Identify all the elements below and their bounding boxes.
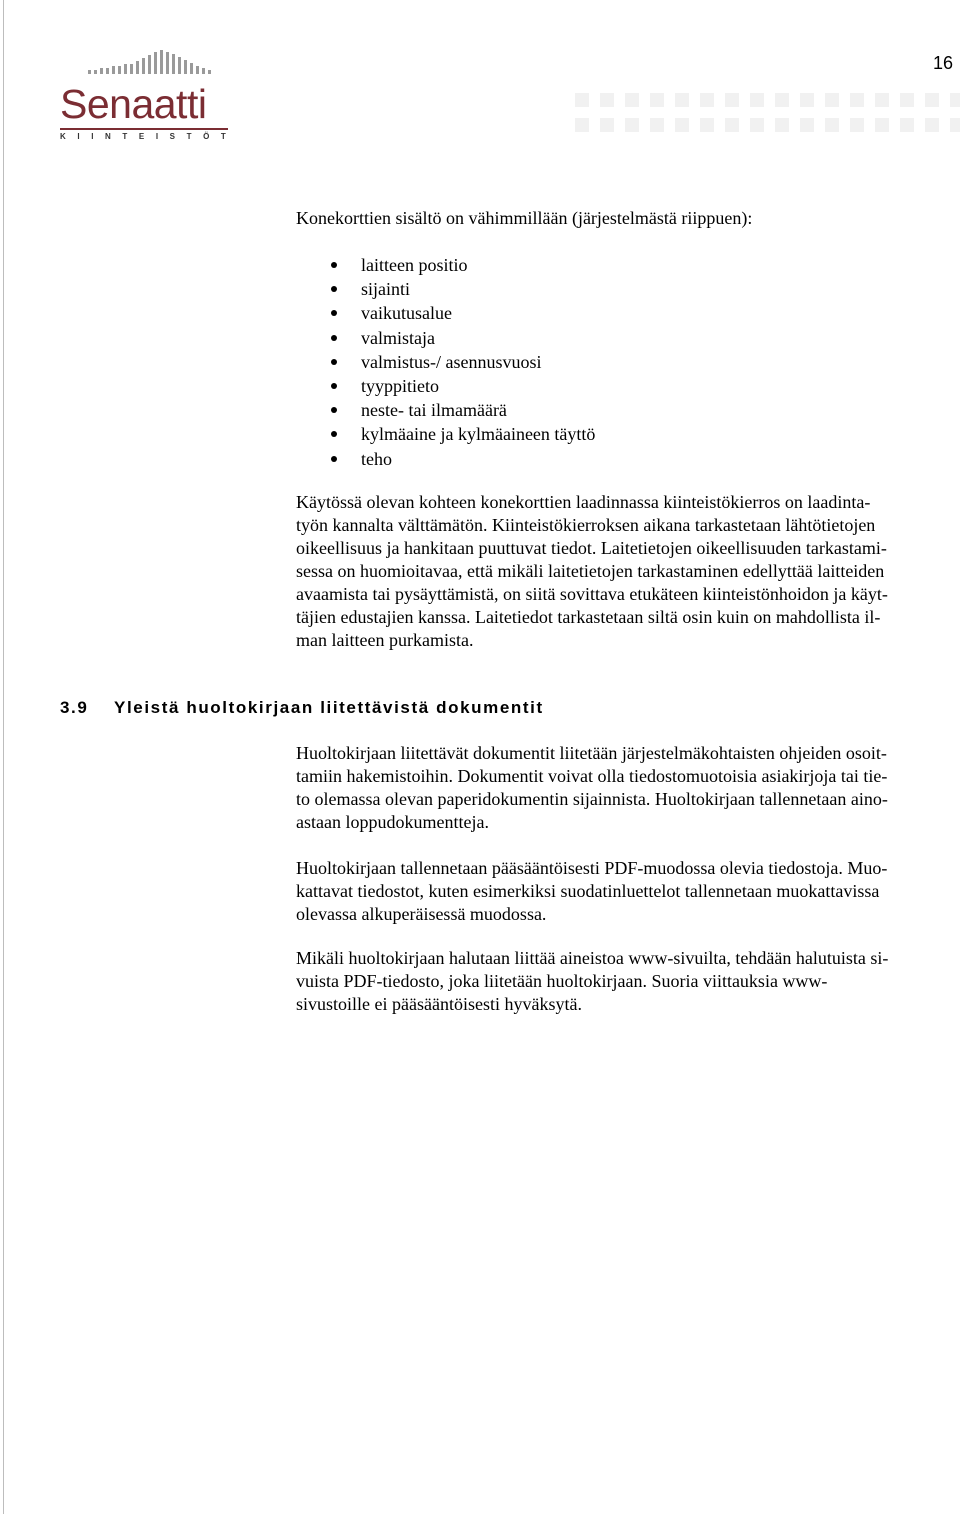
page-margin-rule	[3, 0, 4, 1514]
text-line: to olemassa olevan paperidokumentin sijainnista. Huoltokirjaan tallennetaan aino-	[296, 789, 888, 809]
list-item: neste- tai ilmamäärä	[296, 398, 595, 422]
text-line: vuista PDF-tiedosto, joka liitetään huoltokirjaan. Suoria viittauksia www-	[296, 971, 828, 991]
intro-text: Konekorttien sisältö on vähimmillään (järjestelmästä riippuen):	[296, 208, 753, 228]
logo-bars-icon	[88, 48, 228, 78]
list-item: valmistus-/ asennusvuosi	[296, 350, 595, 374]
text-line: täjien edustajien kanssa. Laitetiedot tarkastetaan siltä osin kuin on mahdollista il-	[296, 607, 881, 627]
section-number: 3.9	[60, 698, 89, 717]
text-line: olevassa alkuperäisessä muodossa.	[296, 904, 547, 924]
logo-wordmark: Senaatti	[60, 81, 207, 127]
list-item: tyyppitieto	[296, 374, 595, 398]
paragraph-web-material	[296, 947, 888, 1016]
list-item: sijainti	[296, 277, 595, 301]
text-line: sivustoille ei pääsääntöisesti hyväksytä.	[296, 994, 582, 1014]
list-item: laitteen positio	[296, 253, 595, 277]
text-line: Huoltokirjaan liitettävät dokumentit liitetään järjestelmäkohtaisten ohjeiden osoit-	[296, 743, 887, 763]
text-line: sessa on huomioitavaa, että mikäli laitetietojen tarkastaminen edellyttää laitteiden	[296, 561, 885, 581]
bullet-list	[296, 253, 595, 471]
text-line: Mikäli huoltokirjaan halutaan liittää aineistoa www-sivuilta, tehdään halutuista si-	[296, 948, 889, 968]
paragraph-inspection	[296, 491, 888, 652]
list-item: kylmäaine ja kylmäaineen täyttö	[296, 422, 595, 446]
section-heading	[60, 697, 544, 719]
senaatti-logo	[60, 48, 238, 146]
text-line: Huoltokirjaan tallennetaan pääsääntöisesti PDF-muodossa olevia tiedostoja. Muo-	[296, 858, 888, 878]
list-item: vaikutusalue	[296, 301, 595, 325]
text-line: kattavat tiedostot, kuten esimerkiksi suodatinluettelot tallennetaan muokattavissa	[296, 881, 880, 901]
list-item: teho	[296, 447, 595, 471]
text-line: man laitteen purkamista.	[296, 630, 474, 650]
text-line: avaamista tai pysäyttämistä, on siitä sovittava etukäteen kiinteistönhoidon ja käyt-	[296, 584, 888, 604]
paragraph-documents	[296, 742, 888, 834]
logo-underline	[60, 128, 228, 130]
text-line: Käytössä olevan kohteen konekorttien laadinnassa kiinteistökierros on laadinta-	[296, 492, 871, 512]
text-line: työn kannalta välttämätön. Kiinteistökierroksen aikana tarkastetaan lähtötietojen	[296, 515, 876, 535]
text-line: astaan loppudokumentteja.	[296, 812, 489, 832]
logo-subtitle: KIINTEISTÖT	[60, 132, 238, 141]
page-number: 16	[933, 53, 954, 73]
decorative-square-grid	[575, 93, 960, 135]
list-item: valmistaja	[296, 326, 595, 350]
text-line: tamiin hakemistoihin. Dokumentit voivat olla tiedostomuotoisia asiakirjoja tai tie-	[296, 766, 888, 786]
paragraph-pdf-format	[296, 857, 887, 926]
text-line: oikeellisuus ja hankitaan puuttuvat tiedot. Laitetietojen oikeellisuuden tarkastami-	[296, 538, 887, 558]
section-title: Yleistä huoltokirjaan liitettävistä dokumentit	[114, 698, 544, 717]
